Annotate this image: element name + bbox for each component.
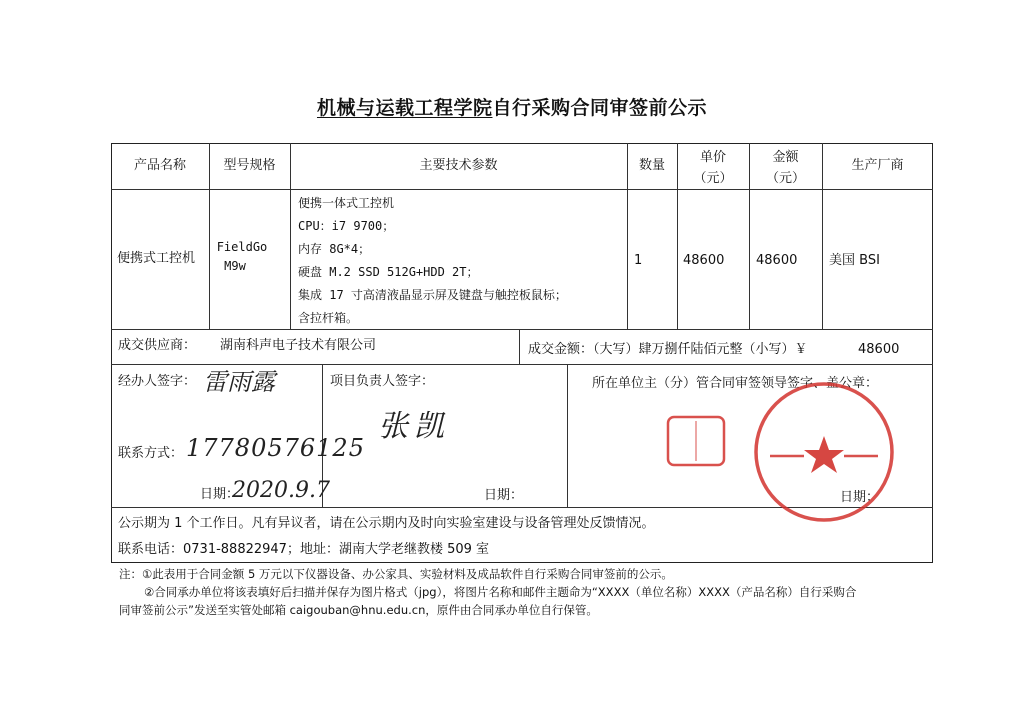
pm-sign-label: 项目负责人签字： xyxy=(330,374,435,389)
deal-amount-value: 48600 xyxy=(858,342,900,357)
cell-amount: 48600 xyxy=(756,253,798,268)
cell-params xyxy=(298,192,567,330)
cell-unit-price: 48600 xyxy=(683,253,725,268)
footnote-2: ②合同承办单位将该表填好后扫描并保存为图片格式（jpg），将图片名称和邮件主题命为“XXXX（单位名称）XXXX（产品名称）自行采购合 xyxy=(144,585,857,599)
cell-maker: 美国 BSI xyxy=(829,253,880,268)
footnote-1: 注：①此表用于合同金额 5 万元以下仪器设备、办公家具、实验材料及成品软件自行采购合同审签前的公示。 xyxy=(119,567,673,581)
supplier-label: 成交供应商： xyxy=(118,338,197,353)
row-divider xyxy=(111,364,933,365)
handler-date-handwritten: 2020.9.7 xyxy=(232,478,330,503)
header-amount-unit: （元） xyxy=(765,171,805,186)
param-line: 内存 8G*4； xyxy=(298,242,371,256)
deal-amount-label: 成交金额：（大写）肆万捌仟陆佰元整（小写）￥ xyxy=(528,342,808,357)
param-line: 硬盘 M.2 SSD 512G+HDD 2T； xyxy=(298,265,479,279)
footnotes xyxy=(119,565,931,619)
title-rest: 自行采购合同审签前公示 xyxy=(492,97,708,119)
contact-phone-handwritten: 17780576125 xyxy=(186,434,365,462)
page-title xyxy=(0,93,1024,120)
header-maker: 生产厂商 xyxy=(851,158,904,173)
supplier-name: 湖南科声电子技术有限公司 xyxy=(220,338,377,353)
header-unit-price-unit: （元） xyxy=(693,171,733,186)
param-line: 集成 17 寸高清液晶显示屏及键盘与触控板鼠标； xyxy=(298,288,567,302)
title-college: 机械与运载工程学院 xyxy=(316,97,493,119)
cell-model-line2: M9w xyxy=(224,259,246,273)
official-seal xyxy=(752,380,896,524)
handler-signature: 雷雨露 xyxy=(203,368,275,396)
dept-date-label: 日期： xyxy=(840,490,880,505)
col-divider xyxy=(519,329,520,364)
handler-date-label: 日期： xyxy=(200,487,240,502)
contact-label: 联系方式： xyxy=(118,446,184,461)
header-qty: 数量 xyxy=(638,158,665,173)
header-model: 型号规格 xyxy=(223,158,276,173)
pm-date-label: 日期： xyxy=(484,488,524,503)
footnote-2-cont: 同审签前公示”发送至实管处邮箱 caigouban@hnu.edu.cn，原件由合同承办单位自行保管。 xyxy=(119,603,598,617)
header-product: 产品名称 xyxy=(133,158,186,173)
param-line: CPU：i7 9700； xyxy=(298,219,395,233)
dept-sign-label: 所在单位主（分）管合同审签领导签字、盖公章： xyxy=(592,376,879,391)
contact-line: 联系电话：0731-88822947；地址：湖南大学老继教楼 509 室 xyxy=(118,542,490,557)
handler-sign-label: 经办人签字： xyxy=(118,374,197,389)
header-amount: 金额 xyxy=(772,150,799,165)
cell-product: 便携式工控机 xyxy=(117,251,196,266)
param-line: 便携一体式工控机 xyxy=(298,196,395,210)
pm-signature: 张凯 xyxy=(378,409,450,444)
notice-text: 公示期为 1 个工作日。凡有异议者，请在公示期内及时向实验室建设与设备管理处反馈情况。 xyxy=(118,516,655,531)
param-line: 含拉杆箱。 xyxy=(298,311,359,325)
cell-model-line1: FieldGo xyxy=(216,240,268,254)
personal-stamp xyxy=(666,415,726,467)
cell-qty: 1 xyxy=(634,253,643,268)
header-unit-price: 单价 xyxy=(699,150,726,165)
header-params: 主要技术参数 xyxy=(419,158,498,173)
col-divider xyxy=(567,364,568,507)
row-divider xyxy=(111,189,933,190)
